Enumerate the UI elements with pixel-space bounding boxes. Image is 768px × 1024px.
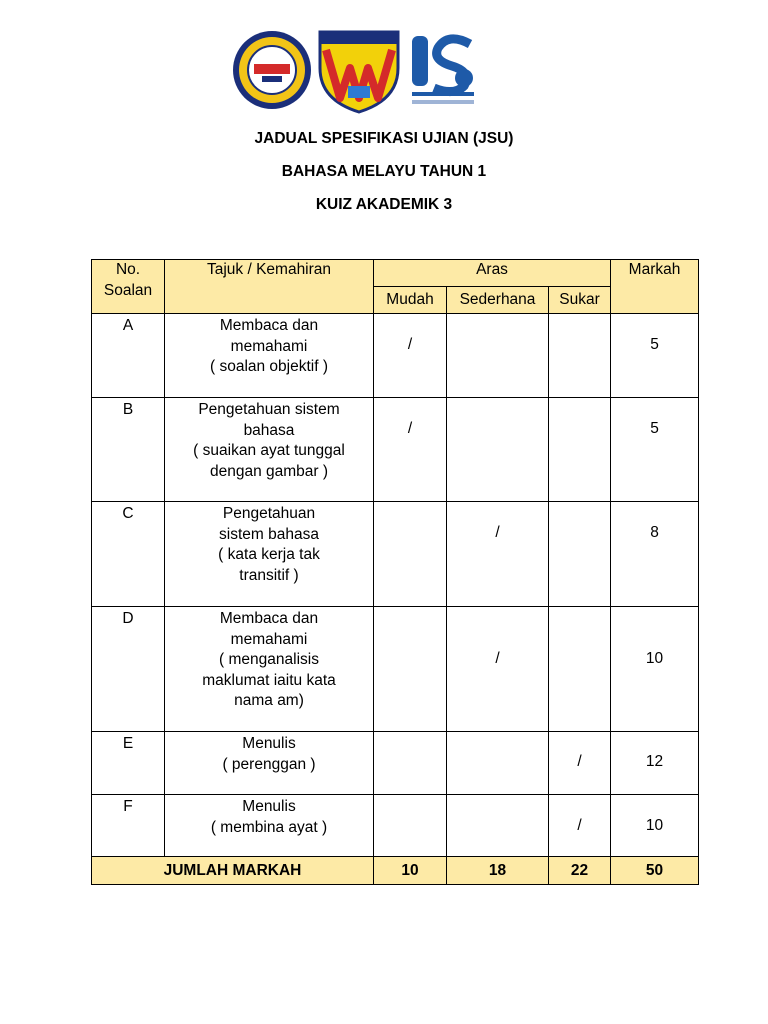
document-title: JADUAL SPESIFIKASI UJIAN (JSU) xyxy=(254,130,514,147)
row-topic: Pengetahuan sistem bahasa ( kata kerja tak transitif ) xyxy=(165,502,374,607)
row-topic: Menulis ( membina ayat ) xyxy=(165,795,374,857)
row-no: A xyxy=(92,314,165,398)
row-mark: 5 xyxy=(611,314,699,398)
row-no: E xyxy=(92,732,165,795)
total-sederhana: 18 xyxy=(447,857,549,885)
logo-strip xyxy=(0,28,768,112)
ts25-logo xyxy=(408,30,478,110)
row-no: D xyxy=(92,607,165,732)
total-row xyxy=(92,857,699,885)
row-sederhana xyxy=(447,398,549,502)
row-topic: Membaca dan memahami ( soalan objektif ) xyxy=(165,314,374,398)
row-sukar xyxy=(549,314,611,398)
row-sukar: / xyxy=(549,795,611,857)
row-topic: Menulis ( perenggan ) xyxy=(165,732,374,795)
row-mudah xyxy=(374,502,447,607)
row-sukar xyxy=(549,398,611,502)
table-row xyxy=(92,314,699,398)
row-sederhana: / xyxy=(447,502,549,607)
row-no: C xyxy=(92,502,165,607)
row-mark: 12 xyxy=(611,732,699,795)
row-sukar: / xyxy=(549,732,611,795)
row-mark: 8 xyxy=(611,502,699,607)
row-no: F xyxy=(92,795,165,857)
table-row xyxy=(92,398,699,502)
row-topic: Membaca dan memahami ( menganalisis maklumat iaitu kata nama am) xyxy=(165,607,374,732)
row-sukar xyxy=(549,607,611,732)
row-sederhana xyxy=(447,314,549,398)
row-mudah xyxy=(374,607,447,732)
row-mudah: / xyxy=(374,314,447,398)
row-sederhana xyxy=(447,732,549,795)
row-sukar xyxy=(549,502,611,607)
total-sukar: 22 xyxy=(549,857,611,885)
col-header-mark: Markah xyxy=(611,260,699,314)
row-mudah xyxy=(374,795,447,857)
col-header-level: Aras xyxy=(374,260,611,287)
table-row xyxy=(92,607,699,732)
table-row xyxy=(92,502,699,607)
row-mark: 10 xyxy=(611,795,699,857)
document-assessment: KUIZ AKADEMIK 3 xyxy=(315,196,453,213)
col-header-sederhana: Sederhana xyxy=(447,287,549,314)
table-row xyxy=(92,795,699,857)
row-sederhana xyxy=(447,795,549,857)
sekolah-transformasi-seal-logo xyxy=(232,30,312,110)
col-header-no: No. Soalan xyxy=(92,260,165,314)
col-header-mudah: Mudah xyxy=(374,287,447,314)
row-mark: 10 xyxy=(611,607,699,732)
total-mudah: 10 xyxy=(374,857,447,885)
row-no: B xyxy=(92,398,165,502)
row-mark: 5 xyxy=(611,398,699,502)
document-subject: BAHASA MELAYU TAHUN 1 xyxy=(281,163,487,180)
jsu-table xyxy=(91,259,699,885)
total-label: JUMLAH MARKAH xyxy=(92,857,374,885)
row-mudah: / xyxy=(374,398,447,502)
row-sederhana: / xyxy=(447,607,549,732)
row-topic: Pengetahuan sistem bahasa ( suaikan ayat tunggal dengan gambar ) xyxy=(165,398,374,502)
row-mudah xyxy=(374,732,447,795)
table-row xyxy=(92,732,699,795)
col-header-topic: Tajuk / Kemahiran xyxy=(165,260,374,314)
col-header-sukar: Sukar xyxy=(549,287,611,314)
school-crest-logo xyxy=(316,28,402,114)
total-mark: 50 xyxy=(611,857,699,885)
